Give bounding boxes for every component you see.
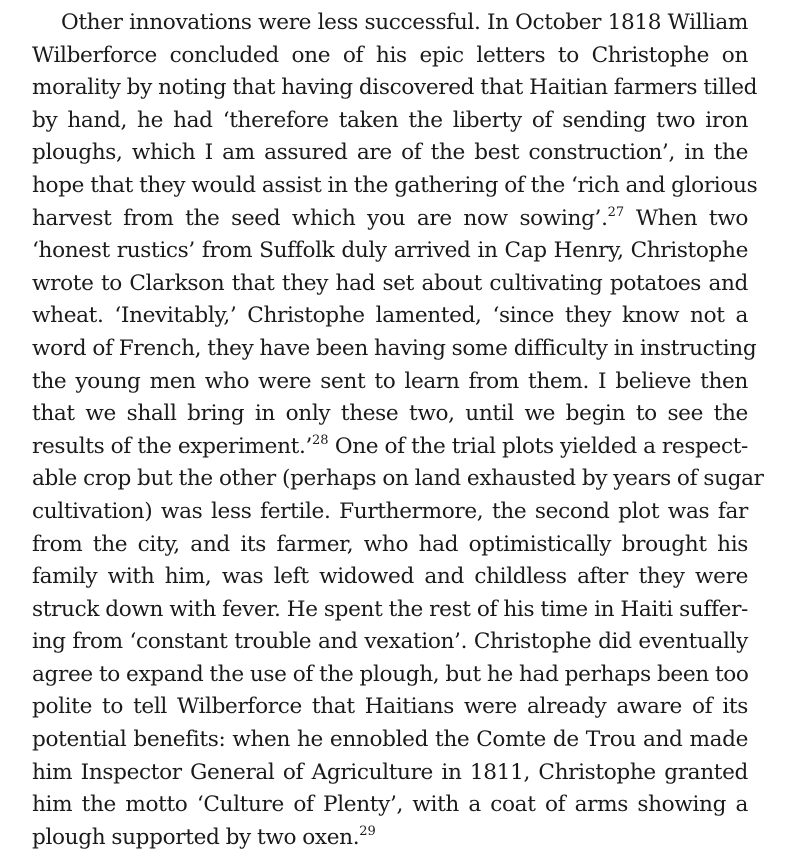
text-line-8: ‘honest rustics’ from Suffolk duly arrived in Cap Henry, Christophe — [32, 238, 748, 264]
footnote-ref-27[interactable]: 27 — [607, 204, 625, 220]
text-line-26 — [32, 822, 748, 854]
text-line-3: morality by noting that having discovered that Haitian farmers tilled — [32, 75, 758, 101]
text-line-21: agree to expand the use of the plough, but he had perhaps been too — [32, 661, 749, 687]
text-line-7-head: harvest from the seed which you are now sowing’. — [32, 205, 608, 231]
text-line-26-head: plough supported by two oxen. — [32, 824, 360, 850]
text-line-12: the young men who were sent to learn from them. I believe then — [32, 368, 748, 394]
text-line-14-tail: One of the trial plots yielded a respect- — [328, 433, 748, 459]
text-line-19: struck down with fever. He spent the rest of his time in Haiti suffer- — [32, 596, 748, 622]
text-line-13: that we shall bring in only these two, until we begin to see the — [32, 401, 748, 427]
text-line-24: him Inspector General of Agriculture in 1811, Christophe granted — [32, 759, 748, 785]
footnote-ref-29[interactable]: 29 — [359, 823, 376, 839]
text-line-5: ploughs, which I am assured are of the best construction’, in the — [32, 140, 748, 166]
text-line-23: potential benefits: when he ennobled the Comte de Trou and made — [32, 727, 748, 753]
text-line-18: family with him, was left widowed and childless after they were — [32, 564, 748, 590]
text-line-11: word of French, they have been having some difficulty in instructing — [32, 335, 757, 361]
text-line-1: Other innovations were less successful. In October 1818 William — [61, 10, 748, 35]
text-line-4: by hand, he had ‘therefore taken the liberty of sending two iron — [32, 107, 748, 133]
text-line-7 — [32, 203, 748, 236]
body-paragraph — [32, 7, 764, 854]
document-page — [32, 7, 764, 854]
text-line-14-head: results of the experiment.’ — [32, 433, 312, 459]
text-line-9: wrote to Clarkson that they had set about cultivating potatoes and — [32, 270, 748, 296]
text-line-2: Wilberforce concluded one of his epic letters to Christophe on — [32, 42, 748, 68]
footnote-ref-28[interactable]: 28 — [312, 432, 329, 448]
text-line-7-tail: When two — [624, 205, 748, 231]
text-line-6: hope that they would assist in the gathering of the ‘rich and glorious — [32, 172, 758, 198]
text-line-14 — [32, 431, 748, 464]
text-line-22: polite to tell Wilberforce that Haitians were already aware of its — [32, 694, 748, 720]
text-line-25: him the motto ‘Culture of Plenty’, with a coat of arms showing a — [32, 792, 748, 818]
text-line-17: from the city, and its farmer, who had optimistically brought his — [32, 531, 748, 557]
text-line-16: cultivation) was less fertile. Furthermore, the second plot was far — [32, 498, 748, 524]
text-line-15: able crop but the other (perhaps on land exhausted by years of sugar — [32, 466, 764, 492]
text-line-20: ing from ‘constant trouble and vexation’. Christophe did eventually — [32, 629, 748, 655]
text-line-10: wheat. ‘Inevitably,’ Christophe lamented, ‘since they know not a — [32, 303, 748, 329]
